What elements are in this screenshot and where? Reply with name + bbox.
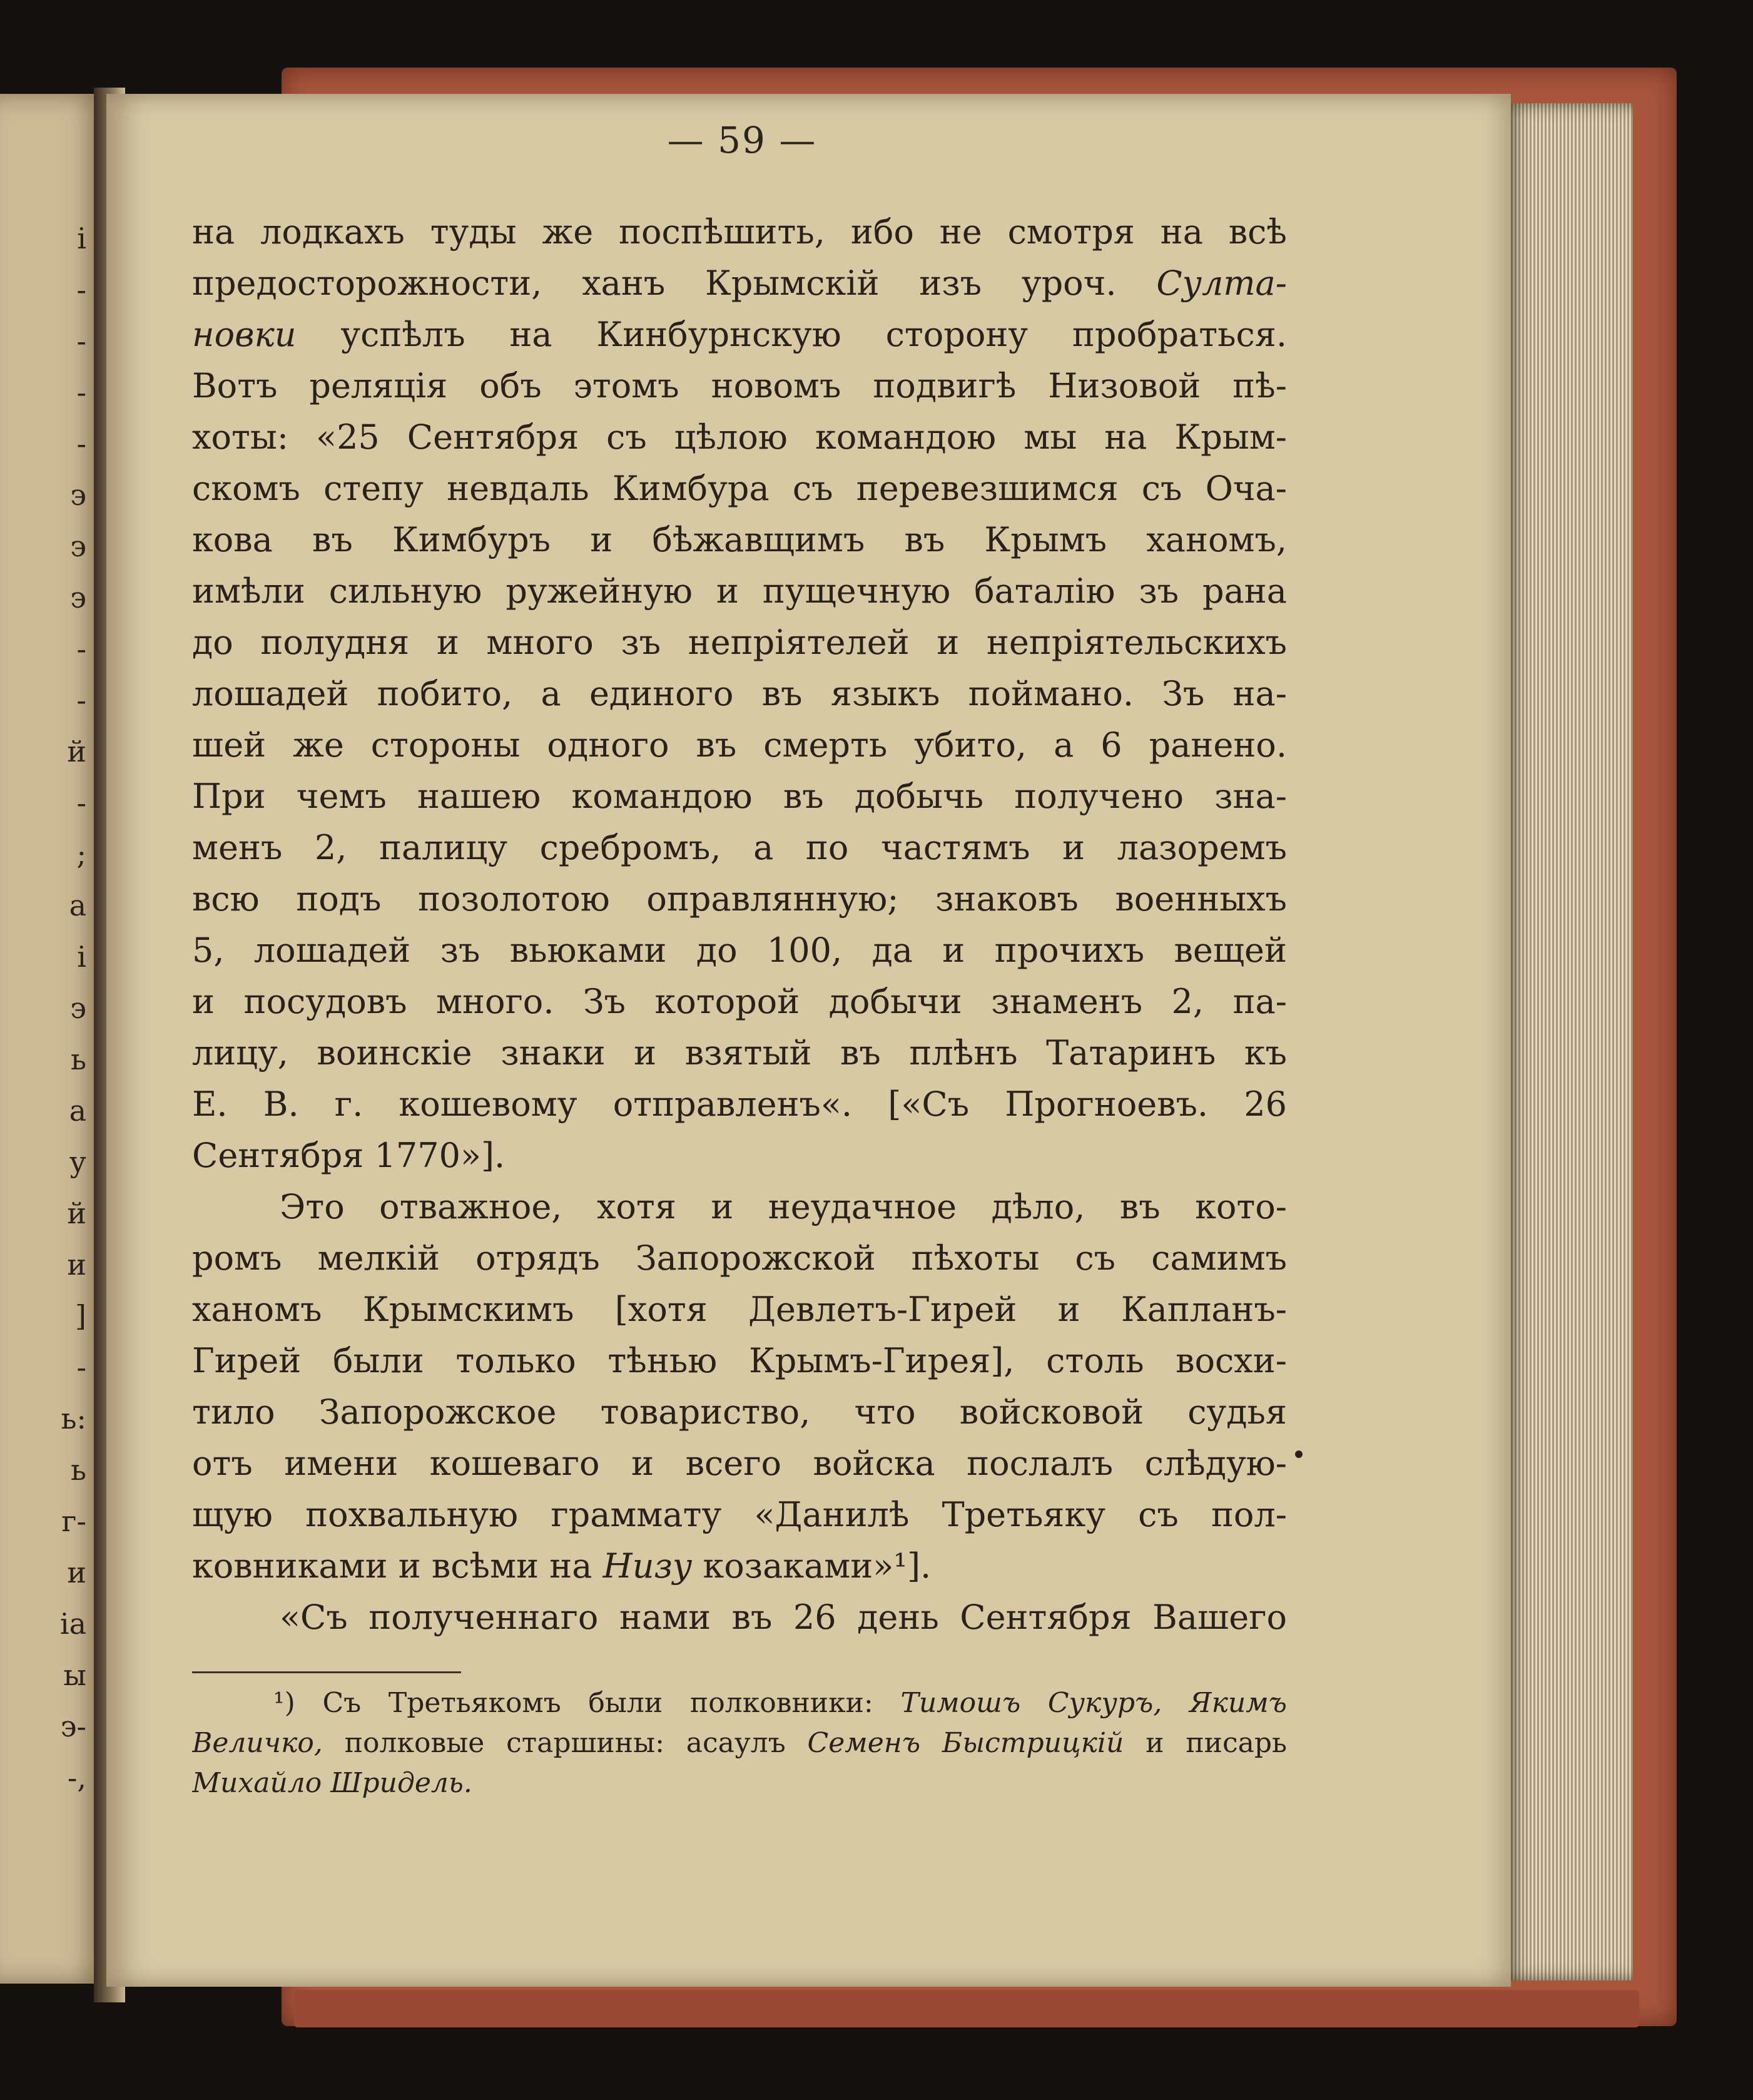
left-page-edge-char: и xyxy=(67,1248,86,1282)
footnote-line xyxy=(192,1723,1287,1763)
footnote-text: и писарь xyxy=(1124,1727,1287,1759)
text-line: Это отважное, хотя и неудачное дѣло, въ кото- xyxy=(280,1187,1287,1226)
left-page-edge-char: э- xyxy=(60,1710,86,1743)
footnote-names: Величко, xyxy=(192,1727,323,1759)
left-page-edge-char: -, xyxy=(67,1761,86,1795)
text-line: При чемъ нашею командою въ добычь получено зна- xyxy=(192,777,1287,816)
text-line: 5, лошадей зъ вьюками до 100, да и прочихъ вещей xyxy=(192,930,1287,970)
text-line: ромъ мелкій отрядъ Запорожской пѣхоты съ самимъ xyxy=(192,1238,1287,1278)
left-page-edge-char: ы xyxy=(63,1658,86,1692)
text-line: шей же стороны одного въ смерть убито, а 6 ранено. xyxy=(192,725,1287,765)
left-page-edge-char: у xyxy=(69,1145,86,1179)
text-run: козаками»¹]. xyxy=(692,1546,932,1586)
text-line: до полудня и много зъ непріятелей и непріятельскихъ xyxy=(192,623,1287,662)
footnote-rule xyxy=(192,1671,461,1673)
text-line: всю подъ позолотою оправлянную; знаковъ военныхъ xyxy=(192,879,1287,919)
footnote-names: Семенъ Быстрицкій xyxy=(807,1727,1124,1759)
left-page-edge-characters xyxy=(61,213,86,1803)
page-block-edges xyxy=(1501,103,1633,1980)
left-page-edge-char: э xyxy=(70,581,86,614)
left-page-edge-char: а xyxy=(69,889,86,922)
text-line: кова въ Кимбуръ и бѣжавщимъ въ Крымъ ханомъ, xyxy=(192,520,1287,559)
footnote-names: Тимошъ Сукуръ, Якимъ xyxy=(900,1687,1287,1719)
left-page-edge-char: э xyxy=(70,529,86,563)
text-line: Вотъ реляція объ этомъ новомъ подвигѣ Низовой пѣ- xyxy=(192,366,1287,405)
left-page-edge-char: э xyxy=(70,991,86,1025)
left-page-edge-char: ; xyxy=(76,837,86,871)
footnote xyxy=(192,1683,1287,1803)
footnote-text: ¹) Съ Третьякомъ были полковники: xyxy=(273,1687,901,1719)
text-line xyxy=(192,1541,1287,1592)
left-page-edge-char: ь xyxy=(70,1042,86,1076)
left-page-edge-char: - xyxy=(76,683,86,717)
left-page-edge-char: ] xyxy=(75,1299,86,1333)
italic-place-name: Низу xyxy=(602,1546,693,1586)
text-line: тило Запорожское товариство, что войсковой судья xyxy=(192,1392,1287,1432)
left-page-edge-char: - xyxy=(76,427,86,461)
left-page-edge-char: - xyxy=(76,632,86,666)
italic-place-name: Султа- xyxy=(1156,263,1287,303)
left-page-edge-char: и xyxy=(67,1556,86,1589)
left-page-edge-char: й xyxy=(67,1196,86,1230)
left-page-edge-char: ь xyxy=(70,1453,86,1487)
text-line: хоты: «25 Сентября съ цѣлою командою мы на Крым- xyxy=(192,417,1287,457)
text-line: ханомъ Крымскимъ [хотя Девлетъ-Гирей и Капланъ- xyxy=(192,1290,1287,1329)
left-page xyxy=(0,94,108,1984)
text-run: ковниками и всѣми на xyxy=(192,1546,603,1586)
text-line xyxy=(192,309,1287,360)
body-text xyxy=(192,206,1287,1643)
text-line: лицу, воинскіе знаки и взятый въ плѣнъ Татаринъ къ xyxy=(192,1033,1287,1073)
left-page-edge-char: - xyxy=(76,375,86,409)
text-line: отъ имени кошеваго и всего войска послалъ слѣдую- xyxy=(192,1444,1287,1483)
left-page-edge-char: - xyxy=(76,273,86,307)
text-run: успѣлъ на Кинбурнскую сторону пробраться. xyxy=(296,315,1287,354)
footnote-text: полковые старшины: асаулъ xyxy=(322,1727,808,1759)
text-line xyxy=(192,258,1287,309)
text-line: имѣли сильную ружейную и пущечную баталію зъ рана xyxy=(192,571,1287,611)
text-line: менъ 2, палицу сребромъ, а по частямъ и лазоремъ xyxy=(192,828,1287,867)
left-page-edge-char: й xyxy=(67,735,86,768)
text-line: лошадей побито, а единого въ языкъ поймано. Зъ на- xyxy=(192,674,1287,713)
footnote-line xyxy=(192,1683,1287,1723)
text-line: на лодкахъ туды же поспѣшить, ибо не смотря на всѣ xyxy=(192,212,1287,252)
margin-mark xyxy=(1295,1450,1303,1458)
left-page-edge-char: ь: xyxy=(61,1402,86,1435)
text-line: скомъ степу невдаль Кимбура съ перевезшимся съ Оча- xyxy=(192,469,1287,508)
text-line: Е. В. г. кошевому отправленъ«. [«Съ Прогноевъ. 26 xyxy=(192,1084,1287,1124)
left-page-edge-char: ia xyxy=(59,1607,86,1641)
book-cover-bottom-edge xyxy=(294,1990,1639,2027)
italic-place-name: новки xyxy=(192,315,297,354)
left-page-edge-char: - xyxy=(76,786,86,820)
footnote-line xyxy=(192,1763,1287,1803)
left-page-edge-char: - xyxy=(76,324,86,358)
text-line: Сентября 1770»]. xyxy=(192,1136,506,1175)
left-page-edge-char: а xyxy=(69,1094,86,1128)
text-line: Гирей были только тѣнью Крымъ-Гирея], столь восхи- xyxy=(192,1341,1287,1380)
left-page-edge-char: і xyxy=(77,222,86,255)
text-line: «Съ полученнаго нами въ 26 день Сентября Вашего xyxy=(280,1598,1287,1637)
left-page-edge-char: і xyxy=(77,940,86,974)
text-line: щую похвальную граммату «Данилѣ Третьяку съ пол- xyxy=(192,1495,1287,1534)
text-line: и посудовъ много. Зъ которой добычи знаменъ 2, па- xyxy=(192,982,1287,1021)
footnote-names: Михайло Шридель. xyxy=(192,1767,472,1799)
left-page-edge-char: г- xyxy=(61,1504,86,1538)
page-number: — 59 — xyxy=(667,119,817,161)
text-run: предосторожности, ханъ Крымскій изъ уроч. xyxy=(192,263,1157,303)
left-page-edge-char: - xyxy=(76,1350,86,1384)
left-page-edge-char: э xyxy=(70,478,86,512)
